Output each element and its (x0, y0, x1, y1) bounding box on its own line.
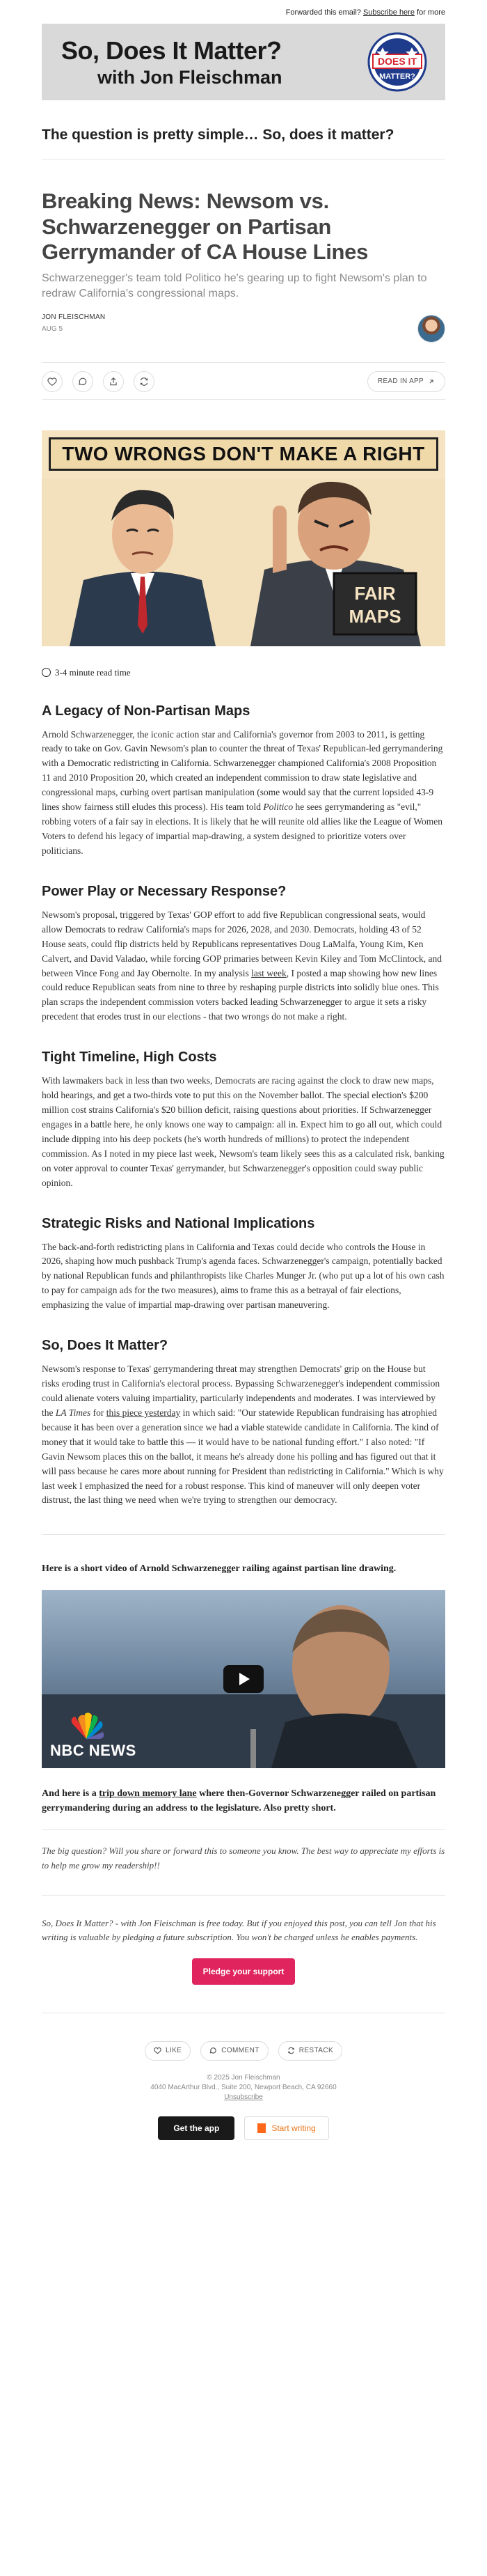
hero-banner-text: TWO WRONGS DON'T MAKE A RIGHT (62, 442, 425, 465)
section-heading-timeline: Tight Timeline, High Costs (42, 1049, 217, 1065)
divider (42, 1534, 445, 1535)
banner-title: So, Does It Matter? (61, 36, 282, 65)
divider (42, 1829, 445, 1830)
comment-button[interactable] (72, 371, 93, 392)
start-writing-button[interactable] (244, 2116, 328, 2140)
divider (42, 1895, 445, 1896)
footer-comment-button[interactable] (200, 2041, 268, 2061)
comment-icon (78, 377, 88, 387)
restack-button[interactable] (134, 371, 154, 392)
post-date: AUG 5 (42, 325, 63, 333)
trip-down-memory-lane-link[interactable]: trip down memory lane (99, 1788, 197, 1800)
tagline: The question is pretty simple… So, does it matter? (42, 127, 445, 159)
forwarded-suffix: for more (417, 8, 445, 17)
share-request: The big question? Will you share or forward this to someone you know. The best way to appreciate my efforts is to help me grow my readership!! (42, 1845, 445, 1871)
read-in-app-button[interactable] (367, 371, 445, 392)
la-times-emphasis: LA Times (55, 1407, 91, 1418)
section-heading-legacy: A Legacy of Non-Partisan Maps (42, 703, 250, 719)
byline (42, 313, 445, 344)
forwarded-notice (42, 0, 445, 24)
section-heading-strategic-risks: Strategic Risks and National Implications (42, 1215, 315, 1231)
section-body-power-play: Newsom's proposal, triggered by Texas' GOP effort to add five Republican congressional seats, would allow Democrats to redraw California's maps for 2026, 2028, and 2030. Democrats, holding 43 of 52 House seats, could flip districts held by Republicans representatives Doug LaMalfa, Young Kim, Ken Calvert, and David Valadao, while forcing GOP primaries between Kevin Kiley and Tom McClintock, and between Vince Fong and Jay Obernolte. In my analysis last week, I posted a map showing how new lines could reduce Republican seats from nine to three by reshaping purple districts into solidly blue ones. This plan scraps the independent commission voters backed leading Schwarzenegger to argue it sets a risky precedent that erodes trust in our elections - that two wrongs do not make a right. (42, 909, 442, 1022)
section-body-does-it-matter: Newsom's response to Texas' gerrymandering threat may strengthen Democrats' grip on the House but risks eroding trust in California's electoral process. Bypassing Schwarzenegger's independent commission could alienate voters valuing impartiality, particularly independents and moderates. I was interviewed by the LA Times for this piece yesterday in which said: "Our statewide Republican fundraising has atrophied because it has been over a generation since we had a viable statewide candidate in California. The kind of money that it would take to battle this — it would have to be national funding effort." I also noted: "If Gavin Newsom places this on the ballot, it means he's already done his polling and has figured out that it will pass because he cares more about running for President than redistricting in California." Which is why last week I emphasized the need for a robust response. This kind of maneuver will only deepen voter distrust, the last thing we need when we're trying to strengthen our democracy. (42, 1364, 444, 1506)
section-body-strategic-risks: The back-and-forth redistricting plans in California and Texas could decide who controls the House in 2026, shaping how much pushback Trump's agenda faces. Schwarzenegger's campaign, potentially backed by national Republican funds and philanthropists like Charles Munger Jr. (who put up a lot of his own cash to pay for campaign ads for the two measures), aims to frame this as a betrayal of fair elections, emphasizing the value of impartial map-drawing over partisan maneuvering. (42, 1241, 445, 1311)
author-avatar[interactable] (417, 315, 445, 343)
does-it-matter-logo-icon (367, 32, 427, 92)
last-week-link[interactable]: last week (251, 967, 287, 978)
share-icon (109, 377, 118, 387)
footer-action-bar (42, 2041, 445, 2061)
footer-like-button[interactable] (145, 2041, 191, 2061)
post-subtitle: Schwarzenegger's team told Politico he's gearing up to fight Newsom's plan to redraw California's congressional maps. (42, 272, 427, 300)
play-video-button[interactable] (223, 1665, 264, 1693)
section-body-timeline: With lawmakers back in less than two weeks, Democrats are racing against the clock to draw new maps, hold hearings, and get a two-thirds vote to put this on the November ballot. The special election's $200 million cost strains California's $20 billion deficit, raising questions about priorities. If Schwarzenegger engages in a battle here, he only knows one way to campaign: all in. Expect him to go all out, which could include dipping into his deep pockets (he's worth hundreds of millions) to protect the independent commission. As I noted in my piece last week, Newsom's team likely sees this as a calculated risk, banking on voter approval to counter Texas' gerrymander, but Schwarzenegger's opposition could sway public opinion. (42, 1075, 445, 1188)
this-piece-yesterday-link[interactable]: this piece yesterday (106, 1407, 181, 1418)
post-title[interactable]: Breaking News: Newsom vs. Schwarzenegger on Partisan Gerrymander of CA House Lines (42, 189, 369, 265)
forwarded-text: Forwarded this email? (285, 8, 361, 17)
nbc-news-label: NBC NEWS (50, 1742, 136, 1760)
section-heading-does-it-matter: So, Does It Matter? (42, 1338, 168, 1354)
share-button[interactable] (103, 371, 124, 392)
footer-legal (42, 2073, 445, 2102)
read-time-text: 3-4 minute read time (55, 666, 131, 678)
app-buttons (42, 2116, 445, 2140)
section-heading-power-play: Power Play or Necessary Response? (42, 883, 287, 899)
hero-illustration[interactable] (42, 430, 445, 646)
get-the-app-button[interactable]: Get the app (158, 2116, 234, 2140)
footer-restack-button[interactable] (278, 2041, 342, 2061)
heart-icon (47, 377, 57, 387)
author-name[interactable]: JON FLEISCHMAN (42, 313, 106, 321)
read-in-app-label: READ IN APP (377, 377, 424, 386)
footer-like-label: LIKE (165, 2047, 182, 2055)
restack-icon (139, 377, 149, 387)
section-body-legacy: Arnold Schwarzenegger, the iconic action star and California's governor from 2003 to 2011, is getting ready to take on Gov. Gavin Newsom's plan to counter the threat of Texas' Republican-led gerrymandering with a Democratic redistricting in California. Schwarzenegger championed California's 2008 Proposition 11 and 2010 Proposition 20, which created an independent commission to draw state legislative and congressional maps, curbing overt partisan manipulation (some would say that the current lopsided 43-9 lines show fairness still eludes this process). His team told Politico he sees gerrymandering as "evil," robbing voters of a fair say in elections. It is likely that he will reunite old allies like the League of Women Voters to defend his legacy of impartial map-drawing, a system designed to prioritize voters over politicians. (42, 728, 443, 856)
subscribe-link[interactable]: Subscribe here (362, 8, 415, 17)
unsubscribe-link[interactable]: Unsubscribe (224, 2093, 263, 2101)
footer-comment-label: COMMENT (221, 2047, 260, 2055)
restack-icon (287, 2047, 295, 2054)
politico-emphasis: Politico (263, 802, 294, 813)
external-arrow-icon (428, 378, 435, 385)
footer-restack-label: RESTACK (298, 2047, 334, 2055)
banner-subtitle: with Jon Fleischman (97, 67, 282, 88)
memory-lane-paragraph: And here is a trip down memory lane where then-Governor Schwarzenegger railed on partisan gerrymandering during an address to the legislature. Also pretty short. (42, 1788, 436, 1814)
publication-banner[interactable] (42, 24, 445, 100)
video-intro: Here is a short video of Arnold Schwarzenegger railing against partisan line drawing. (42, 1563, 397, 1575)
sign-line2: MAPS (349, 605, 401, 627)
heart-icon (154, 2047, 161, 2054)
read-time (42, 667, 445, 678)
start-writing-label: Start writing (271, 2123, 316, 2133)
sign-line1: FAIR (354, 582, 396, 604)
cartoon-figures-icon (42, 430, 445, 646)
pledge-description: So, Does It Matter? - with Jon Fleischman is free today. But if you enjoyed this post, you can tell Jon that his writing is valuable by pledging a future subscription. You won't be charged unless he enables payments. (42, 1917, 436, 1942)
email-container (42, 0, 445, 2140)
like-button[interactable] (42, 371, 63, 392)
stopwatch-icon (42, 668, 51, 677)
substack-logo-icon (257, 2123, 266, 2133)
pledge-support-button[interactable]: Pledge your support (192, 1958, 295, 1985)
badge-line1: DOES IT (377, 56, 417, 67)
address-text: 4040 MacArthur Blvd., Suite 200, Newport Beach, CA 92660 (150, 2083, 337, 2091)
video-embed[interactable] (42, 1590, 445, 1768)
post-action-bar (42, 362, 445, 400)
badge-line2: MATTER? (379, 72, 415, 81)
copyright-text: © 2025 Jon Fleischman (207, 2073, 280, 2082)
comment-icon (209, 2047, 217, 2054)
